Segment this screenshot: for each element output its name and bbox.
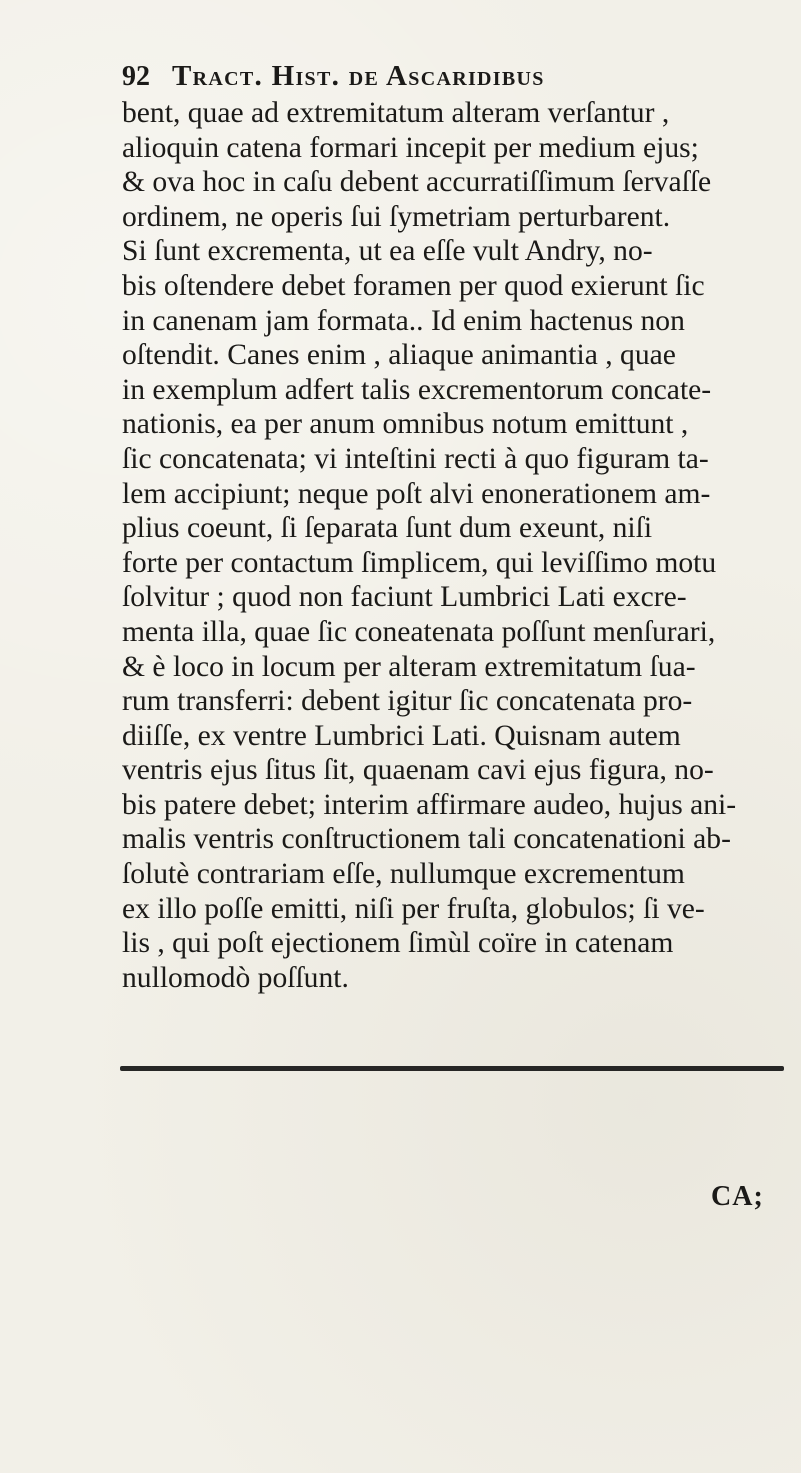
- text-line: ordinem, ne operis ſui ſymetriam perturbarent.: [122, 200, 671, 233]
- section-separator-rule: [120, 1066, 784, 1071]
- text-line: bis patere debet; interim affirmare audeo, hujus ani-: [122, 788, 737, 821]
- text-line: oſtendit. Canes enim , aliaque animantia , quae: [122, 339, 676, 372]
- text-line: in canenam jam formata.. Id enim hactenus non: [122, 304, 685, 337]
- text-line: ex illo poſſe emitti, niſi per fruſta, globulos; ſi ve-: [122, 892, 705, 925]
- text-line: ſolvitur ; quod non faciunt Lumbrici Lati excre-: [122, 581, 687, 614]
- text-line: & ova hoc in caſu debent accurratiſſimum ſervaſſe: [122, 166, 712, 199]
- running-title: Tract. Hist. de Ascaridibus: [172, 60, 545, 92]
- text-line: & è loco in locum per alteram extremitatum ſua-: [122, 650, 696, 683]
- running-head: [122, 60, 722, 100]
- page-number: 92: [122, 61, 150, 92]
- text-line: ſic concatenata; vi inteſtini recti à quo figuram ta-: [122, 442, 709, 475]
- text-line: plius coeunt, ſi ſeparata ſunt dum exeunt, niſi: [122, 512, 653, 545]
- main-text-block: [122, 96, 737, 995]
- text-line: diiſſe, ex ventre Lumbrici Lati. Quisnam autem: [122, 719, 681, 752]
- text-line: rum transferri: debent igitur ſic concatenata pro-: [122, 685, 693, 718]
- text-line: ſolutè contrariam eſſe, nullumque excrementum: [122, 858, 685, 891]
- catchword: CA;: [711, 1181, 764, 1212]
- text-line: lem accipiunt; neque poſt alvi enonerationem am-: [122, 477, 711, 510]
- text-line: Si ſunt excrementa, ut ea eſſe vult Andry, no-: [122, 235, 653, 268]
- text-line: nationis, ea per anum omnibus notum emittunt ,: [122, 408, 689, 441]
- text-line: in exemplum adfert talis excrementorum concate-: [122, 373, 712, 406]
- text-line: alioquin catena formari incepit per medium ejus;: [122, 131, 699, 164]
- text-line: bis oſtendere debet foramen per quod exierunt ſic: [122, 269, 705, 302]
- text-line: forte per contactum ſimplicem, qui leviſſimo motu: [122, 546, 717, 579]
- text-line: malis ventris conſtructionem tali concatenationi ab-: [122, 823, 731, 856]
- text-line: lis , qui poſt ejectionem ſimùl coïre in catenam: [122, 927, 674, 960]
- text-line: nullomodò poſſunt.: [122, 961, 349, 994]
- text-line: menta illa, quae ſic coneatenata poſſunt menſurari,: [122, 615, 716, 648]
- text-line: bent, quae ad extremitatum alteram verſantur ,: [122, 97, 670, 129]
- text-line: ventris ejus ſitus ſit, quaenam cavi ejus figura, no-: [122, 754, 714, 787]
